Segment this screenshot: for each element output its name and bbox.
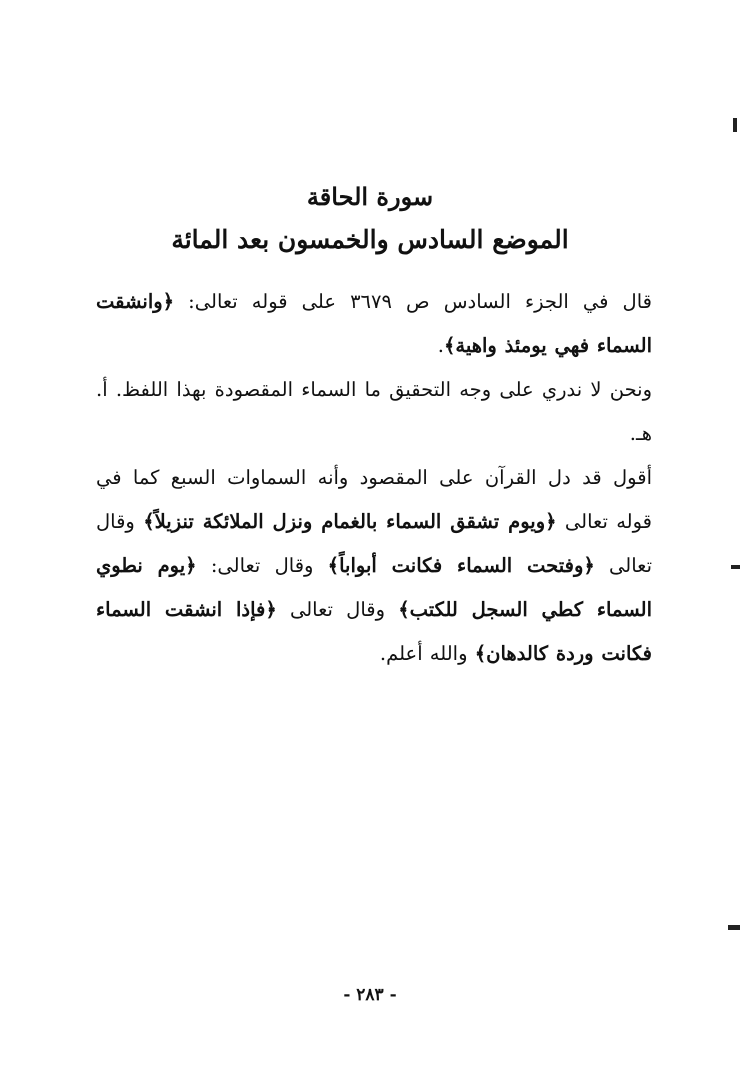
paragraph-text: وقال تعالى: (196, 554, 328, 577)
paragraph-text: . (437, 334, 444, 357)
position-title: الموضع السادس والخمسون بعد المائة (171, 225, 569, 254)
scan-edge-mark (731, 565, 740, 569)
quran-quote: ﴿ويوم تشقق السماء بالغمام ونزل الملائكة تنزيلاً﴾ (143, 510, 557, 533)
quran-quote: ﴿يوم نطوي السماء كطي السجل للكتب﴾ (96, 554, 653, 621)
paragraph-text: ونحن لا ندري على وجه التحقيق ما السماء المقصودة بهذا اللفظ. أ. هـ. (96, 378, 652, 445)
quran-quote: ﴿فإذا انشقت السماء فكانت وردة كالدهان﴾ (96, 598, 652, 665)
paragraph-text: أقول قد دل القرآن على المقصود وأنه السماوات السبع كما في قوله تعالى (96, 466, 653, 533)
paragraph-text: قال في الجزء السادس ص ٣٦٧٩ على قوله تعالى: (174, 290, 652, 313)
scan-edge-mark (733, 118, 737, 132)
surah-title: سورة الحاقة (306, 182, 434, 211)
quran-quote: ﴿وانشقت السماء فهي يومئذ واهية﴾ (96, 290, 652, 357)
quran-quote: ﴿وفتحت السماء فكانت أبواباً﴾ (327, 554, 595, 577)
paragraph-text: وقال تعالى (96, 510, 652, 577)
paragraph-commentary (96, 368, 652, 456)
paragraph-text: وقال تعالى (276, 598, 399, 621)
scan-edge-mark (728, 925, 740, 930)
paragraph-response (96, 456, 652, 676)
paragraph-text: والله أعلم. (379, 642, 475, 665)
paragraph-quote-citation (96, 280, 652, 368)
page-number: - ٢٨٣ - (343, 985, 397, 1005)
